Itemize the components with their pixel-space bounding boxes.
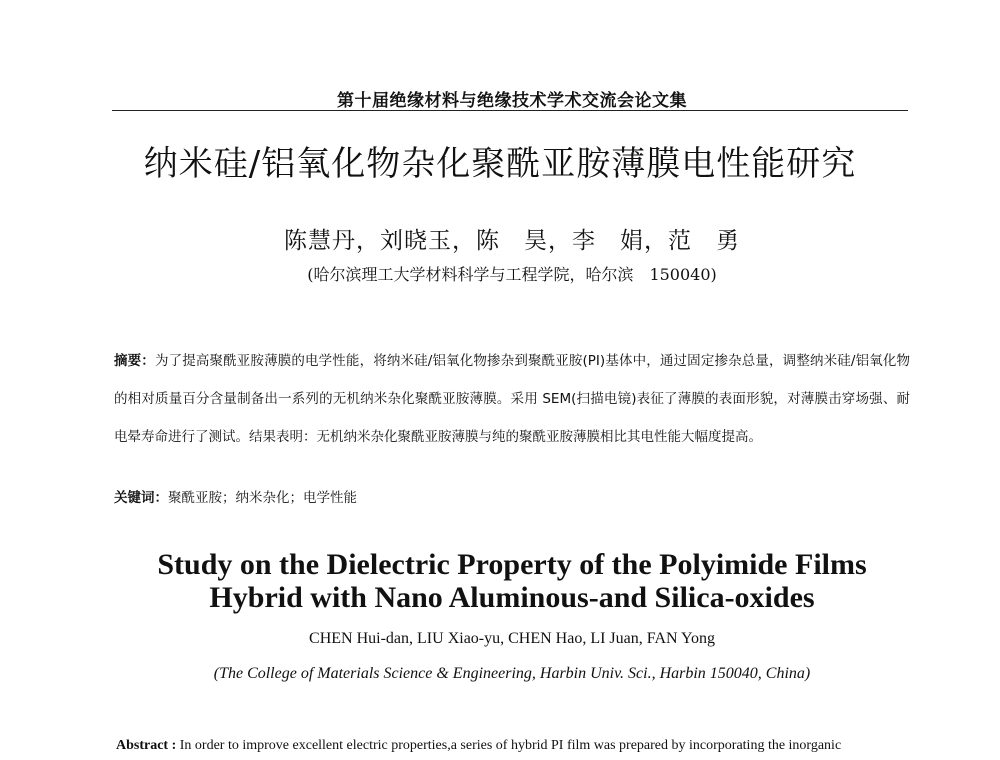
- abstract-english: [116, 738, 916, 754]
- title-chinese: 纳米硅/铝氧化物杂化聚酰亚胺薄膜电性能研究: [143, 144, 857, 184]
- header-rule: [112, 110, 908, 111]
- authors-chinese: 陈慧丹，刘晓玉，陈 昊，李 娟，范 勇: [284, 228, 740, 254]
- keywords-chinese-label: 关键词：: [114, 490, 168, 506]
- abstract-english-text: In order to improve excellent electric properties,a series of hybrid PI film was prepared by incorporating the inorganic: [176, 738, 842, 753]
- keywords-chinese: [114, 486, 910, 506]
- keywords-chinese-text: 聚酰亚胺；纳米杂化；电学性能: [168, 490, 357, 506]
- title-english-line-2: Hybrid with Nano Aluminous-and Silica-oxides: [209, 581, 815, 614]
- affiliation-chinese: (哈尔滨理工大学材料科学与工程学院，哈尔滨 150040): [307, 265, 717, 284]
- journal-header: 第十届绝缘材料与绝缘技术学术交流会论文集: [337, 91, 687, 111]
- abstract-chinese-label: 摘要：: [114, 353, 155, 369]
- affiliation-english: (The College of Materials Science & Engineering, Harbin Univ. Sci., Harbin 150040, China): [213, 665, 811, 682]
- authors-english: CHEN Hui-dan, LIU Xiao-yu, CHEN Hao, LI Juan, FAN Yong: [309, 630, 715, 647]
- abstract-chinese: [114, 342, 910, 456]
- title-english-line-1: Study on the Dielectric Property of the Polyimide Films: [157, 548, 867, 581]
- title-english: [100, 548, 924, 614]
- abstract-english-label: Abstract :: [116, 738, 177, 753]
- abstract-chinese-text: 为了提高聚酰亚胺薄膜的电学性能，将纳米硅/铝氧化物掺杂到聚酰亚胺(PI)基体中，通过固定掺杂总量，调整纳米硅/铝氧化物的相对质量百分含量制备出一系列的无机纳米杂化聚酰亚胺薄膜。采用 SEM(扫描电镜)表征了薄膜的表面形貌，对薄膜击穿场强、耐电晕寿命进行了测试。结果表明：无机纳米杂化聚酰亚胺薄膜与纯的聚酰亚胺薄膜相比其电性能大幅度提高。: [114, 353, 910, 445]
